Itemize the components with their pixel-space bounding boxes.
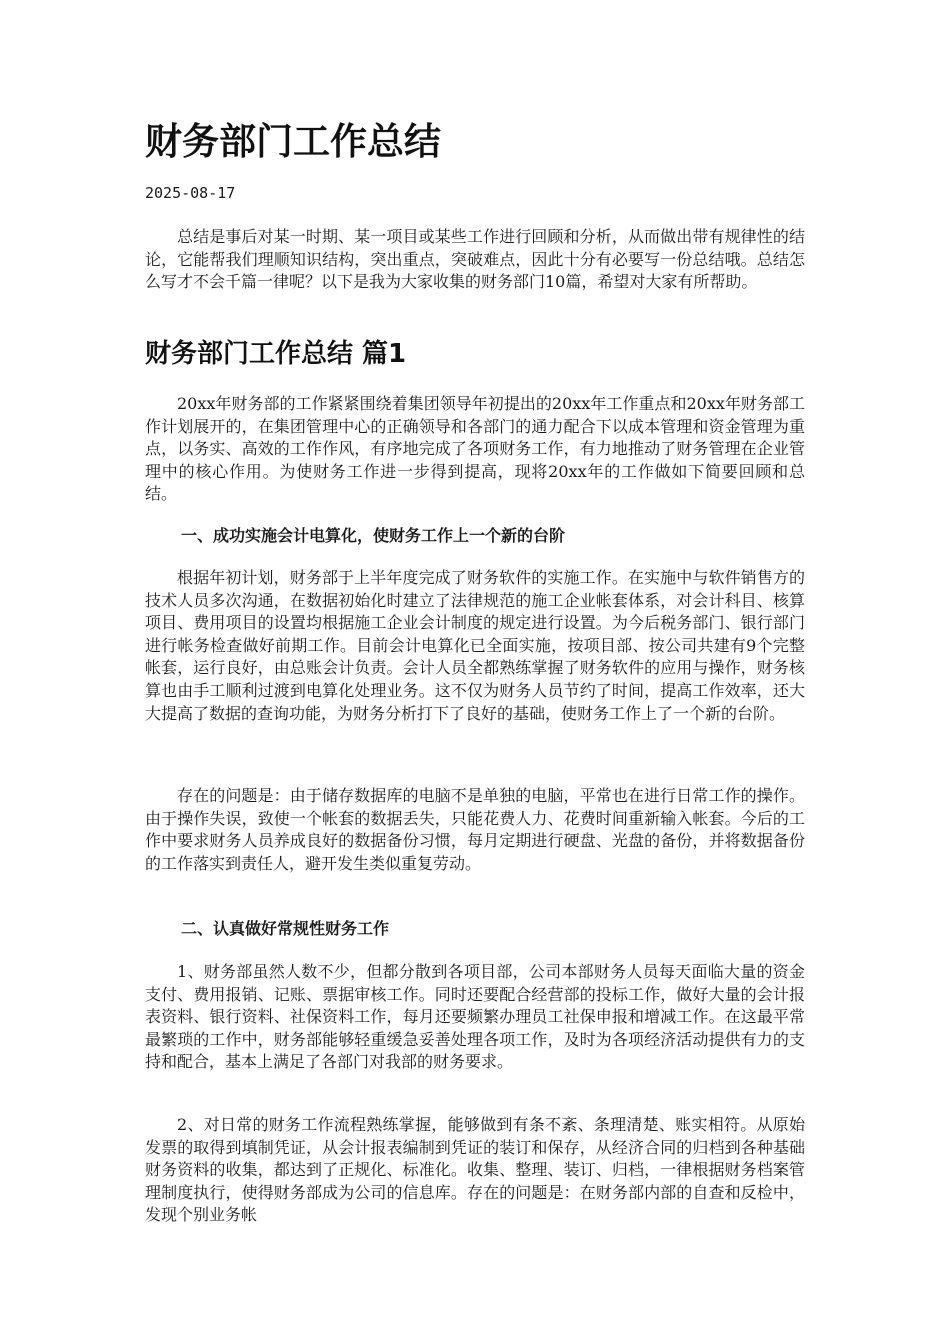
sub-heading: 二、认真做好常规性财务工作 [181,919,390,938]
sub-heading: 一、成功实施会计电算化，使财务工作上一个新的台阶 [181,526,566,545]
document-date: 2025-08-17 [145,184,236,202]
body-paragraph: 2、对日常的财务工作流程熟练掌握，能够做到有条不紊、条理清楚、账实相符。从原始发票的取得到填制凭证，从会计报表编制到凭证的装订和保存，从经济合同的归档到各种基础财务资料的收集，都达到了正规化、标准化。收集、整理、装订、归档，一律根据财务档案管理制度执行，使得财务部成为公司的信息库。存在的问题是：在财务部内部的自查和反检中，发现个别业务帐 [145,1115,805,1225]
body-paragraph: 根据年初计划，财务部于上半年度完成了财务软件的实施工作。在实施中与软件销售方的技术人员多次沟通，在数据初始化时建立了法律规范的施工企业帐套体系，对会计科目、核算项目、费用项目的设置均根据施工企业会计制度的规定进行设置。为今后税务部门、银行部门进行帐务检查做好前期工作。目前会计电算化已全面实施，按项目部、按公司共建有9个完整帐套，运行良好，由总账会计负责。会计人员全都熟练掌握了财务软件的应用与操作，财务核算也由手工顺利过渡到电算化处理业务。这不仅为财务人员节约了时间，提高工作效率，还大大提高了数据的查询功能，为财务分析打下了良好的基础，使财务工作上了一个新的台阶。 [145,568,805,723]
section-heading: 财务部门工作总结 篇1 [145,339,407,369]
body-paragraph: 1、财务部虽然人数不少，但都分散到各项目部，公司本部财务人员每天面临大量的资金支付、费用报销、记账、票据审核工作。同时还要配合经营部的投标工作，做好大量的会计报表资料、银行资料、社保资料工作，每月还要频繁办理员工社保申报和增减工作。在这最平常最繁琐的工作中，财务部能够轻重缓急妥善处理各项工作，及时为各项经济活动提供有力的支持和配合，基本上满足了各部门对我部的财务要求。 [145,962,805,1072]
body-paragraph: 20xx年财务部的工作紧紧围绕着集团领导年初提出的20xx年工作重点和20xx年财务部工作计划展开的，在集团管理中心的正确领导和各部门的通力配合下以成本管理和资金管理为重点，以务实、高效的工作作风，有序地完成了各项财务工作，有力地推动了财务管理在企业管理中的核心作用。为使财务工作进一步得到提高，现将20xx年的工作做如下简要回顾和总结。 [145,394,805,504]
document-title: 财务部门工作总结 [145,120,441,163]
body-paragraph: 存在的问题是：由于储存数据库的电脑不是单独的电脑，平常也在进行日常工作的操作。由于操作失误，致使一个帐套的数据丢失，只能花费人力、花费时间重新输入帐套。今后的工作中要求财务人员养成良好的数据备份习惯，每月定期进行硬盘、光盘的备份，并将数据备份的工作落实到责任人，避开发生类似重复劳动。 [145,786,805,873]
intro-paragraph: 总结是事后对某一时期、某一项目或某些工作进行回顾和分析，从而做出带有规律性的结论，它能帮我们理顺知识结构，突出重点，突破难点，因此十分有必要写一份总结哦。总结怎么写才不会千篇一律呢？以下是我为大家收集的财务部门10篇，希望对大家有所帮助。 [145,227,805,292]
